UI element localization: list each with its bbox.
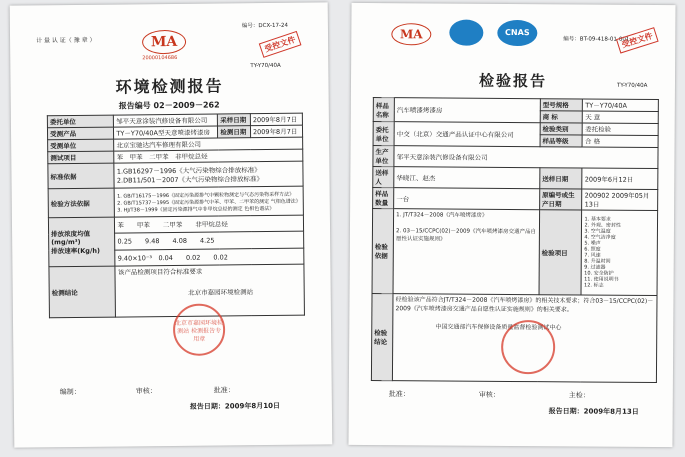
signer-chief: 主检： — [568, 391, 590, 400]
methods: 1. GB/T16175－1996《固定污染源排气中颗粒物测定与气态污染物采样方法》 2. GB/T15737－1995《固定污染源排气中苯、甲苯、二甲苯的测定 气相色谱法》 3. HJ/T38－1999《固定污染源排气中非甲烷总烃的测定 色相色谱法》 — [114, 186, 303, 217]
client-label: 委托单位 — [373, 122, 394, 146]
tested-unit-label: 受测单位 — [48, 139, 114, 152]
factory-no-label: 原编号或生产日期 — [539, 189, 582, 210]
test-items: 苯 甲苯 二甲苯 非甲烷总烃 — [114, 149, 303, 163]
quantity: 一台 — [394, 188, 540, 210]
report-date: 报告日期：2009年8月10日 — [189, 401, 281, 411]
maker-label: 生产单位 — [373, 146, 394, 167]
conclusion-label: 检测结论 — [49, 266, 116, 318]
sender: 华晓江、赵杰 — [394, 167, 540, 189]
report-title: 环境检测报告 — [115, 76, 224, 97]
send-date: 2009年6月12日 — [582, 168, 658, 190]
inspection-type-label: 检验类别 — [540, 123, 583, 135]
model: TY－Y70/40A — [583, 99, 659, 112]
signer-reviewer: 审核： — [478, 390, 500, 399]
conclusion-label: 检验结论 — [371, 294, 393, 381]
standards: 1.GB16297－1996《大气污染物综合排放标准》 2.DB11/501－2007《大气污染物综合排放标准》 — [114, 161, 303, 188]
emission-label: 排放浓度均值(mg/m³) 排放速率(Kg/h) — [48, 217, 115, 267]
factory-no: 200902 2009年05月13日 — [582, 189, 658, 211]
product-value: TY－Y70/40A型天意喷漆烤漆房 — [114, 126, 218, 139]
standard-label: 标准依据 — [48, 163, 115, 189]
test-date-label: 检测日期 — [218, 126, 251, 138]
form-number: TY-Y70/40A — [250, 62, 281, 70]
model-label: 型号规格 — [540, 99, 583, 111]
signer-compiler: 编制： — [59, 387, 81, 397]
brand: 天 意 — [583, 111, 659, 124]
product-label: 受测产品 — [47, 127, 113, 140]
report-number: 报告编号 02－2009－262 — [118, 100, 220, 111]
doc-number: 编号：DCX-17-24 — [241, 22, 288, 30]
basis: 1. JT/T324－2008《汽车喷烤漆房》 2. 03－15/CCPC(02)－2009《汽车喷烤漆房交通产品自愿性认证实施规则》 — [393, 209, 539, 295]
sample-date: 2009年8月7日 — [250, 113, 302, 126]
conclusion: 该产品检测项目符合标准要求 北京市嘉园环境检测站 — [115, 264, 304, 317]
sample-date-label: 采样日期 — [218, 114, 251, 126]
client-value: 邹平天意涂装汽修设备有限公司 — [114, 114, 218, 127]
maker: 邹平天意涂装汽修设备有限公司 — [394, 146, 658, 169]
brand-label: 商 标 — [540, 111, 583, 123]
inspection-type: 委托检验 — [583, 123, 659, 136]
test-date: 2009年8月7日 — [250, 125, 302, 138]
cert-code: 20000104686 — [142, 54, 178, 62]
grade: 合 格 — [583, 135, 659, 148]
send-date-label: 送样日期 — [540, 168, 583, 189]
basis-label: 检验依据 — [372, 209, 394, 294]
controlled-doc-stamp: 受控文件 — [259, 31, 302, 58]
emission-rate: 9.40×10⁻³ 0.04 0.02 0.02 — [115, 248, 304, 266]
environment-test-report — [10, 2, 333, 447]
signer-reviewer: 审核： — [135, 387, 157, 396]
inspection-center-seal — [501, 320, 555, 374]
sender-label: 送样人 — [373, 167, 394, 188]
signer-approver: 批准： — [213, 386, 235, 395]
cma-header-label: 计 量 认 证（ 豫 章 ） — [36, 36, 96, 45]
report-title: 检验报告 — [478, 71, 548, 91]
quantity-label: 样品数量 — [373, 188, 394, 209]
sample-name-label: 样品名称 — [373, 98, 394, 122]
emission-headers: 苯 甲苯 二甲苯 非甲烷总烃 — [115, 215, 304, 233]
cma-logo-icon: MA — [391, 23, 431, 45]
quality-logo-icon — [449, 20, 483, 46]
test-station-seal: 北京市嘉园环境检测站 检测报告专用章 — [173, 303, 226, 356]
sample-name: 汽车喷漆烤漆房 — [394, 98, 540, 123]
test-items-label: 测试项目 — [48, 151, 114, 164]
client: 中交（北京）交通产品认证中心有限公司 — [394, 122, 540, 147]
items: 1. 基本要求 2. 外观、密封性 3. 空气温度 4. 空气洁净度 5. 噪声 6. 照度 7. 风速 8. 升温时间 9. 过滤器 10. 安全防护 11. 使用说明书 12. 标志 — [581, 210, 657, 296]
client-label: 委托单位 — [47, 115, 113, 128]
report-date: 报告日期：2009年8月13日 — [548, 407, 639, 416]
tested-unit: 北京宝驰达汽车修理有限公司 — [114, 137, 303, 151]
cma-logo-icon: MA — [142, 30, 186, 54]
form-number: TY-Y70/40A — [616, 82, 648, 89]
items-label: 检验项目 — [539, 210, 582, 295]
report-table — [47, 113, 305, 319]
conclusion: 经检验该产品符合JT/T324－2008《汽车喷烤漆房》的相关技术要求；符合03－15/CCPC(02)－2009《汽车喷烤漆房交通产品自愿性认证实施规则》的相关要求。 中国交通部汽车保修设备质量监督检验测试中心 — [393, 294, 657, 383]
signer-approver: 批准： — [388, 390, 410, 399]
doc-number: 编号：BT-09-418-01-001 — [563, 36, 630, 43]
controlled-doc-stamp: 受控文件 — [616, 27, 659, 53]
emission-concentration: 0.25 9.48 4.08 4.25 — [115, 231, 304, 249]
method-label: 检验方法依据 — [48, 188, 115, 218]
cnas-logo-icon: CNAS — [497, 20, 537, 46]
grade-label: 样品等级 — [540, 135, 583, 147]
inspection-report — [348, 3, 675, 447]
